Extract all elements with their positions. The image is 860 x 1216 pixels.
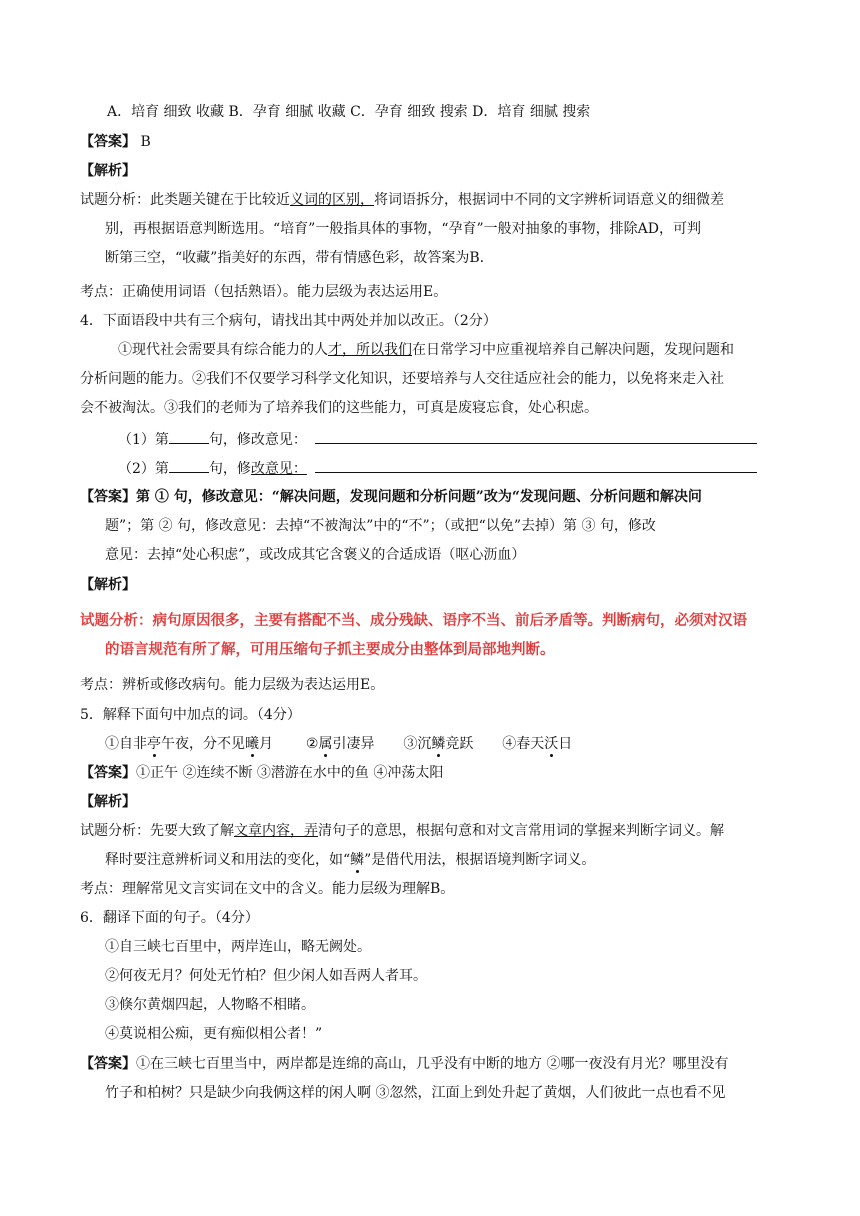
text-segment: （1）第: [118, 432, 169, 448]
answer-label: 【答案】: [80, 134, 136, 150]
underlined-segment: 改意见：: [250, 461, 307, 477]
answer-text: 【答案】第 ① 句，修改意见：“解决问题，发现问题和分析问题”改为“发现问题、分析问题和解决问: [80, 489, 702, 505]
text-segment: 句，修: [208, 461, 251, 477]
q5-stem: 5．解释下面句中加点的词。（4分）: [80, 707, 301, 723]
q4-analysis-label: 【解析】: [80, 577, 136, 593]
q3-options: A．培育 细致 收藏 B．孕育 细腻 收藏 C．孕育 细致 搜索 D．培育 细腻 搜索: [107, 104, 591, 120]
q5-items: [105, 735, 572, 753]
underlined-segment: 才，所以我们: [328, 342, 412, 358]
q5-analysis-label: 【解析】: [80, 794, 136, 810]
text-segment: 午夜，分不见: [161, 736, 245, 752]
q4-para-line-2: 分析问题的能力。②我们不仅要学习科学文化知识，还要培养与人交往适应社会的能力，以免将来走入社: [80, 371, 724, 387]
text-segment: 试题分析：先要大致了解: [80, 823, 234, 839]
q4-fill-2: [118, 458, 307, 478]
q6-answer-line-2: 竹子和柏树？只是缺少向我俩这样的闲人啊 ③忽然，江面上到处升起了黄烟，人们彼此一点也看不见: [105, 1085, 726, 1101]
q4-para-line-3: 会不被淘汰。③我们的老师为了培养我们的这些能力，可真是废寝忘食，处心积虑。: [80, 400, 598, 416]
text-segment: （2）第: [118, 461, 169, 477]
dotted-char: 属: [318, 736, 333, 752]
q5-analysis-line-2: [105, 851, 595, 869]
q5-analysis-line-1: [80, 822, 724, 840]
text-segment: ”是借代用法，根据语境判断字词义。: [364, 852, 596, 868]
q3-analysis-line-1: [80, 191, 724, 209]
text-segment: 将词语拆分，根据词中不同的文字辨析词语意义的细微差: [374, 192, 724, 208]
text-segment: 日: [558, 736, 573, 752]
text-segment: ①自非: [105, 736, 147, 752]
q3-point: 考点：正确使用词语（包括熟语）。能力层级为表达运用E。: [80, 284, 448, 300]
text-segment: 在日常学习中应重视培养自己解决问题，发现问题和: [412, 342, 734, 358]
answer-label: 【答案】: [80, 765, 136, 781]
text-segment: 引凄异: [332, 736, 375, 752]
answer-value: ①正午 ②连续不断 ③潜游在水中的鱼 ④冲荡太阳: [136, 765, 444, 781]
blank-line: [169, 429, 209, 444]
answer-blank-line: [315, 472, 757, 473]
q5-point: 考点：理解常见文言实词在文中的含义。能力层级为理解B。: [80, 881, 455, 897]
q4-answer-line-1: [80, 488, 702, 506]
q4-analysis-red-2: 的语言规范有所了解，可用压缩句子抓主要成分由整体到局部地判断。: [105, 642, 555, 658]
q6-answer-line-1: [80, 1055, 728, 1073]
q4-answer-line-3: 意见：去掉“处心积虑”，或改成其它含褒义的合适成语（呕心沥血）: [105, 547, 526, 563]
q3-analysis-label: 【解析】: [80, 163, 136, 179]
q5-answer: [80, 764, 443, 782]
blank-line: [169, 458, 209, 473]
text-segment: ④春天: [502, 736, 545, 752]
text-segment: 月: [259, 736, 273, 752]
dotted-char: 鳞: [350, 852, 365, 868]
q6-sentence-4: ④莫说相公痴，更有痴似相公者！”: [105, 1026, 323, 1042]
underlined-segment: 义词的区别，: [290, 192, 374, 208]
q3-answer: [80, 133, 151, 151]
q4-analysis-red-1: 试题分析：病句原因很多，主要有搭配不当、成分残缺、语序不当、前后矛盾等。判断病句，必须对汉语: [80, 613, 747, 629]
text-segment: 句，修改意见：: [208, 432, 307, 448]
q6-stem: 6．翻译下面的句子。（4分）: [80, 910, 259, 926]
text-segment: 释时要注意辨析词义和用法的变化，如“: [105, 852, 351, 868]
q3-analysis-line-3: 断第三空，“收藏”指美好的东西，带有情感色彩，故答案为B.: [105, 250, 485, 266]
text-segment: ③沉: [403, 736, 432, 752]
answer-label: 【答案】: [80, 1056, 136, 1072]
dotted-char: 曦: [245, 736, 259, 752]
answer-text: ①在三峡七百里当中，两岸都是连绵的高山，几乎没有中断的地方 ②哪一夜没有月光？哪里没有: [136, 1056, 729, 1072]
text-segment: 清句子的意思，根据句意和对文言常用词的掌握来判断字词义。解: [318, 823, 724, 839]
q3-analysis-line-2: 别，再根据语意判断选用。“培育”一般指具体的事物，“孕育”一般对抽象的事物，排除AD，可判: [105, 221, 701, 237]
answer-blank-line: [315, 443, 757, 444]
q6-sentence-1: ①自三峡七百里中，两岸连山，略无阙处。: [105, 939, 371, 955]
text-segment: ②: [305, 736, 319, 752]
q6-sentence-3: ③倏尔黄烟四起，人物略不相睹。: [105, 997, 315, 1013]
dotted-char: 亭: [147, 736, 161, 752]
q4-point: 考点：辨析或修改病句。能力层级为表达运用E。: [80, 677, 385, 693]
q4-para-line-1: [118, 341, 734, 359]
underlined-segment: 文章内容，弄: [234, 823, 318, 839]
dotted-char: 沃: [544, 736, 559, 752]
text-segment: ①现代社会需要具有综合能力的人: [118, 342, 328, 358]
q4-answer-line-2: 题”；第 ② 句，修改意见：去掉“不被淘汰”中的“不”；（或把“以免”去掉）第 ③ 句，修改: [105, 518, 656, 534]
text-segment: 竞跃: [445, 736, 474, 752]
q6-sentence-2: ②何夜无月？何处无竹柏？但少闲人如吾两人者耳。: [105, 968, 427, 984]
text-segment: 试题分析：此类题关键在于比较近: [80, 192, 290, 208]
answer-value: B: [136, 134, 151, 150]
q4-stem: 4．下面语段中共有三个病句，请找出其中两处并加以改正。（2分）: [80, 313, 497, 329]
dotted-char: 鳞: [431, 736, 446, 752]
q4-fill-1: [118, 429, 307, 449]
